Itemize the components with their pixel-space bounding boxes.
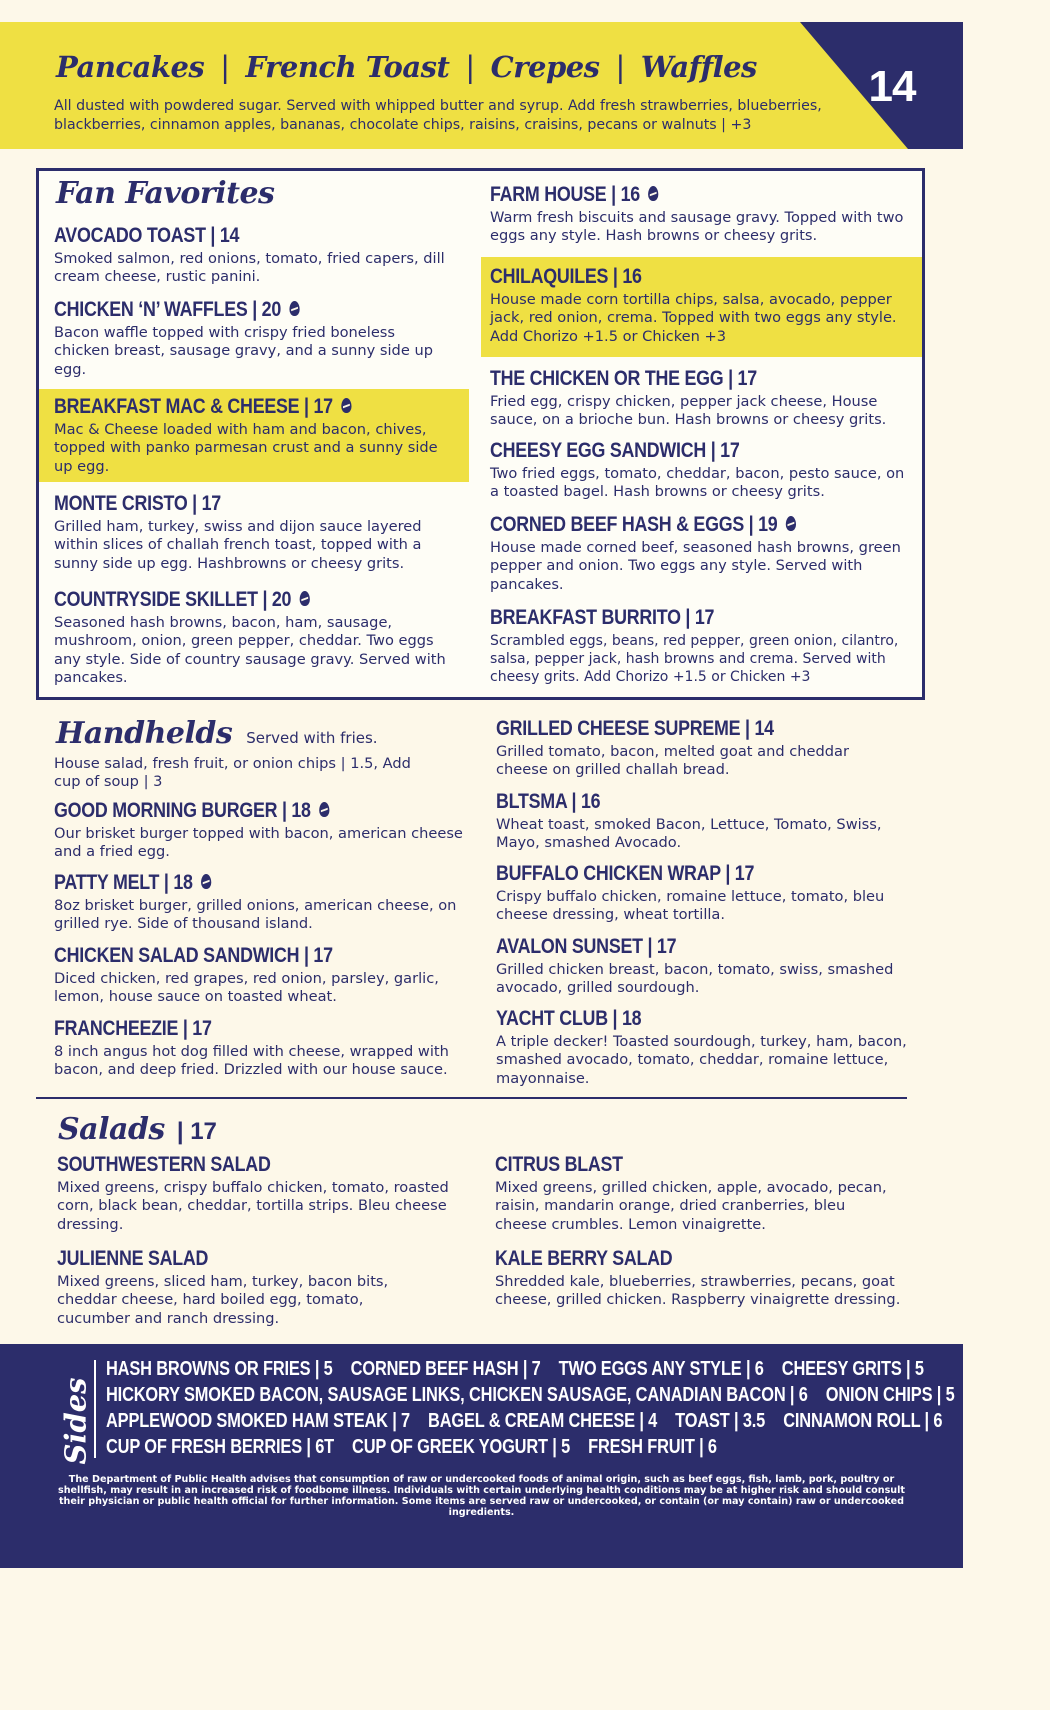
salads-title-text: Salads (58, 1112, 165, 1147)
header-separator: | (615, 50, 625, 84)
side-item: CUP OF GREEK YOGURT | 5 (352, 1436, 571, 1458)
header-title-crepes: Crepes (490, 50, 600, 84)
egg-icon (648, 186, 658, 201)
item-name: CHEESY EGG SANDWICH | 17 (490, 439, 740, 462)
egg-icon (341, 398, 351, 413)
item-description: Mixed greens, grilled chicken, apple, avocado, pecan, raisin, mandarin orange, dried cranberries, bleu cheese crumbles. Lemon vinaigrette. (495, 1179, 887, 1233)
header-banner (0, 22, 963, 149)
item-description: Smoked salmon, red onions, tomato, fried capers, dill cream cheese, rustic panini. (54, 250, 445, 286)
menu-item (490, 513, 905, 594)
item-name: CITRUS BLAST (495, 1153, 623, 1176)
item-name: FARM HOUSE | 16 (490, 183, 640, 206)
item-name: CORNED BEEF HASH & EGGS | 19 (490, 513, 778, 536)
item-description: Scrambled eggs, beans, red pepper, green onion, cilantro, salsa, pepper jack, hash browns and crema. Served with cheesy grits. Add Chorizo +1.5 or Chicken +3 (490, 633, 899, 685)
menu-item (57, 1247, 437, 1328)
item-name: BUFFALO CHICKEN WRAP | 17 (496, 862, 755, 885)
item-description: Two fried eggs, tomato, cheddar, bacon, pesto sauce, on a toasted bagel. Hash browns or cheesy grits. (490, 465, 905, 501)
salads-title (58, 1112, 217, 1147)
item-name: AVALON SUNSET | 17 (496, 935, 677, 958)
item-description: Mixed greens, sliced ham, turkey, bacon bits, cheddar cheese, hard boiled egg, tomato, cucumber and ranch dressing. (57, 1273, 389, 1327)
salads-price: | 17 (176, 1118, 217, 1145)
item-name: KALE BERRY SALAD (495, 1247, 673, 1270)
item-name: BREAKFAST BURRITO | 17 (490, 606, 715, 629)
item-name: AVOCADO TOAST | 14 (54, 224, 240, 247)
menu-item (54, 224, 464, 287)
item-description: Our brisket burger topped with bacon, american cheese and a fried egg. (54, 825, 463, 861)
menu-item (495, 1247, 910, 1310)
item-name: GRILLED CHEESE SUPREME | 14 (496, 717, 774, 740)
menu-item (57, 1153, 457, 1234)
side-item: ONION CHIPS | 5 (825, 1384, 955, 1406)
menu-item (54, 588, 459, 687)
handhelds-title (56, 716, 378, 751)
egg-icon (289, 301, 299, 316)
item-name: FRANCHEEZIE | 17 (54, 1017, 212, 1040)
header-separator: | (465, 50, 475, 84)
top-band (0, 0, 963, 22)
item-description: House made corn tortilla chips, salsa, avocado, pepper jack, red onion, crema. Topped with two eggs any style. Add Chorizo +1.5 or Chicken +3 (490, 291, 897, 345)
item-description: Diced chicken, red grapes, red onion, parsley, garlic, lemon, house sauce on toasted wheat. (54, 970, 439, 1006)
menu-item (490, 439, 915, 502)
side-item: HASH BROWNS OR FRIES | 5 (106, 1358, 333, 1380)
item-description: Warm fresh biscuits and sausage gravy. Topped with two eggs any style. Hash browns or cheesy grits. (490, 209, 904, 245)
item-description: Grilled ham, turkey, swiss and dijon sauce layered within slices of challah french toast, topped with a sunny side up egg. Hashbrowns or cheesy grits. (54, 518, 422, 572)
menu-item (496, 935, 896, 998)
addon-text: House salad, fresh fruit, or onion chips | 1.5, Add cup of soup | 3 (54, 755, 411, 791)
menu-item (490, 265, 915, 346)
menu-item (490, 183, 915, 246)
item-description: 8 inch angus hot dog filled with cheese, wrapped with bacon, and deep fried. Drizzled with our house sauce. (54, 1043, 449, 1079)
item-name: MONTE CRISTO | 17 (54, 492, 221, 515)
side-item: FRESH FRUIT | 6 (588, 1436, 717, 1458)
sides-row (106, 1436, 735, 1459)
item-name: COUNTRYSIDE SKILLET | 20 (54, 588, 292, 611)
item-description: Mac & Cheese loaded with ham and bacon, chives, topped with panko parmesan crust and a sunny side up egg. (54, 421, 438, 475)
item-name: CHICKEN SALAD SANDWICH | 17 (54, 944, 333, 967)
menu-item (54, 944, 474, 1007)
egg-icon (786, 516, 796, 531)
egg-icon (319, 802, 329, 817)
handhelds-note: Served with fries. (246, 729, 378, 747)
menu-item (490, 367, 920, 430)
item-description: A triple decker! Toasted sourdough, turkey, ham, bacon, smashed avocado, tomato, cheddar, romaine lettuce, mayonnaise. (496, 1033, 907, 1087)
side-item: BAGEL & CREAM CHEESE | 4 (428, 1410, 658, 1432)
sides-label (42, 1377, 102, 1465)
item-description: House made corned beef, seasoned hash browns, green pepper and onion. Two eggs any style. Served with pancakes. (490, 539, 901, 593)
sides-row (106, 1358, 942, 1381)
item-name: SOUTHWESTERN SALAD (57, 1153, 271, 1176)
menu-item (54, 1017, 479, 1080)
side-item: HICKORY SMOKED BACON, SAUSAGE LINKS, CHICKEN SAUSAGE, CANADIAN BACON | 6 (106, 1384, 808, 1406)
item-name: BLTSMA | 16 (496, 790, 601, 813)
side-item: TWO EGGS ANY STYLE | 6 (558, 1358, 764, 1380)
header-description: All dusted with powdered sugar. Served with whipped butter and syrup. Add fresh strawberries, blueberries, blackberries, cinnamon apples, bananas, chocolate chips, raisins, craisins, pecans or walnuts | +3 (54, 98, 822, 133)
menu-item (496, 717, 896, 780)
side-item: CINNAMON ROLL | 6 (783, 1410, 943, 1432)
header-title (56, 50, 757, 84)
item-description: Grilled tomato, bacon, melted goat and cheddar cheese on grilled challah bread. (496, 743, 849, 779)
fan-favorites-title: Fan Favorites (56, 176, 275, 211)
item-description: Bacon waffle topped with crispy fried boneless chicken breast, sausage gravy, and a sunny side up egg. (54, 324, 433, 378)
header-title-waffles: Waffles (640, 50, 757, 84)
menu-item (54, 799, 464, 862)
header-title-pancakes: Pancakes (56, 50, 205, 84)
item-description: Shredded kale, blueberries, strawberries, pecans, goat cheese, grilled chicken. Raspberry vinaigrette dressing. (495, 1273, 901, 1309)
health-disclaimer: The Department of Public Health advises that consumption of raw or undercooked foods of animal origin, such as beef eggs, fish, lamb, pork, poultry or shellfish, may result in an increased risk of foodbome illness. Individuals with certain underlying health conditions may be at higher risk and should consult their physician or public health official for further information. Some items are served raw or undercooked, or contain (or may contain) raw or undercooked ingredients. (57, 1474, 906, 1518)
item-name: PATTY MELT | 18 (54, 871, 193, 894)
menu-item (54, 492, 464, 573)
menu-item (54, 871, 474, 934)
item-name: CHILAQUILES | 16 (490, 265, 642, 288)
item-name: THE CHICKEN OR THE EGG | 17 (490, 367, 757, 390)
menu-item (496, 862, 896, 925)
handhelds-title-text: Handhelds (56, 716, 233, 751)
side-item: APPLEWOOD SMOKED HAM STEAK | 7 (106, 1410, 411, 1432)
menu-item (495, 1153, 895, 1234)
menu-item (496, 790, 896, 853)
side-item: CUP OF FRESH BERRIES | 6T (106, 1436, 335, 1458)
menu-item (496, 1007, 916, 1088)
item-name: YACHT CLUB | 18 (496, 1007, 642, 1030)
item-description: Seasoned hash browns, bacon, ham, sausage, mushroom, onion, green pepper, cheddar. Two eggs any style. Side of country sausage gravy. Served with pancakes. (54, 614, 446, 686)
side-item: CORNED BEEF HASH | 7 (350, 1358, 541, 1380)
egg-icon (300, 591, 310, 606)
item-name: GOOD MORNING BURGER | 18 (54, 799, 311, 822)
menu-item (490, 606, 915, 686)
handhelds-addon (54, 753, 424, 792)
side-item: TOAST | 3.5 (675, 1410, 766, 1432)
egg-icon (201, 874, 211, 889)
item-description: 8oz brisket burger, grilled onions, american cheese, on grilled rye. Side of thousand island. (54, 897, 457, 933)
menu-item (54, 395, 459, 476)
item-description: Wheat toast, smoked Bacon, Lettuce, Tomato, Swiss, Mayo, smashed Avocado. (496, 816, 882, 852)
item-description: Crispy buffalo chicken, romaine lettuce, tomato, bleu cheese dressing, wheat tortilla. (496, 888, 885, 924)
item-description: Mixed greens, crispy buffalo chicken, tomato, roasted corn, black bean, cheddar, tortilla strips. Bleu cheese dressing. (57, 1179, 449, 1233)
item-name: JULIENNE SALAD (57, 1247, 209, 1270)
header-separator: | (220, 50, 230, 84)
sides-row (106, 1384, 973, 1407)
item-name: BREAKFAST MAC & CHEESE | 17 (54, 395, 333, 418)
item-name: CHICKEN ‘N’ WAFFLES | 20 (54, 298, 281, 321)
header-price: 14 (868, 62, 916, 111)
item-description: Grilled chicken breast, bacon, tomato, swiss, smashed avocado, grilled sourdough. (496, 961, 894, 997)
header-title-french-toast: French Toast (245, 50, 450, 84)
sides-divider (94, 1360, 96, 1458)
menu-item (54, 298, 454, 379)
sides-title: Sides (58, 1377, 93, 1465)
section-divider (36, 1097, 907, 1099)
item-description: Fried egg, crispy chicken, pepper jack cheese, House sauce, on a brioche bun. Hash browns or cheesy grits. (490, 393, 887, 429)
sides-row (106, 1410, 960, 1433)
side-item: CHEESY GRITS | 5 (781, 1358, 924, 1380)
